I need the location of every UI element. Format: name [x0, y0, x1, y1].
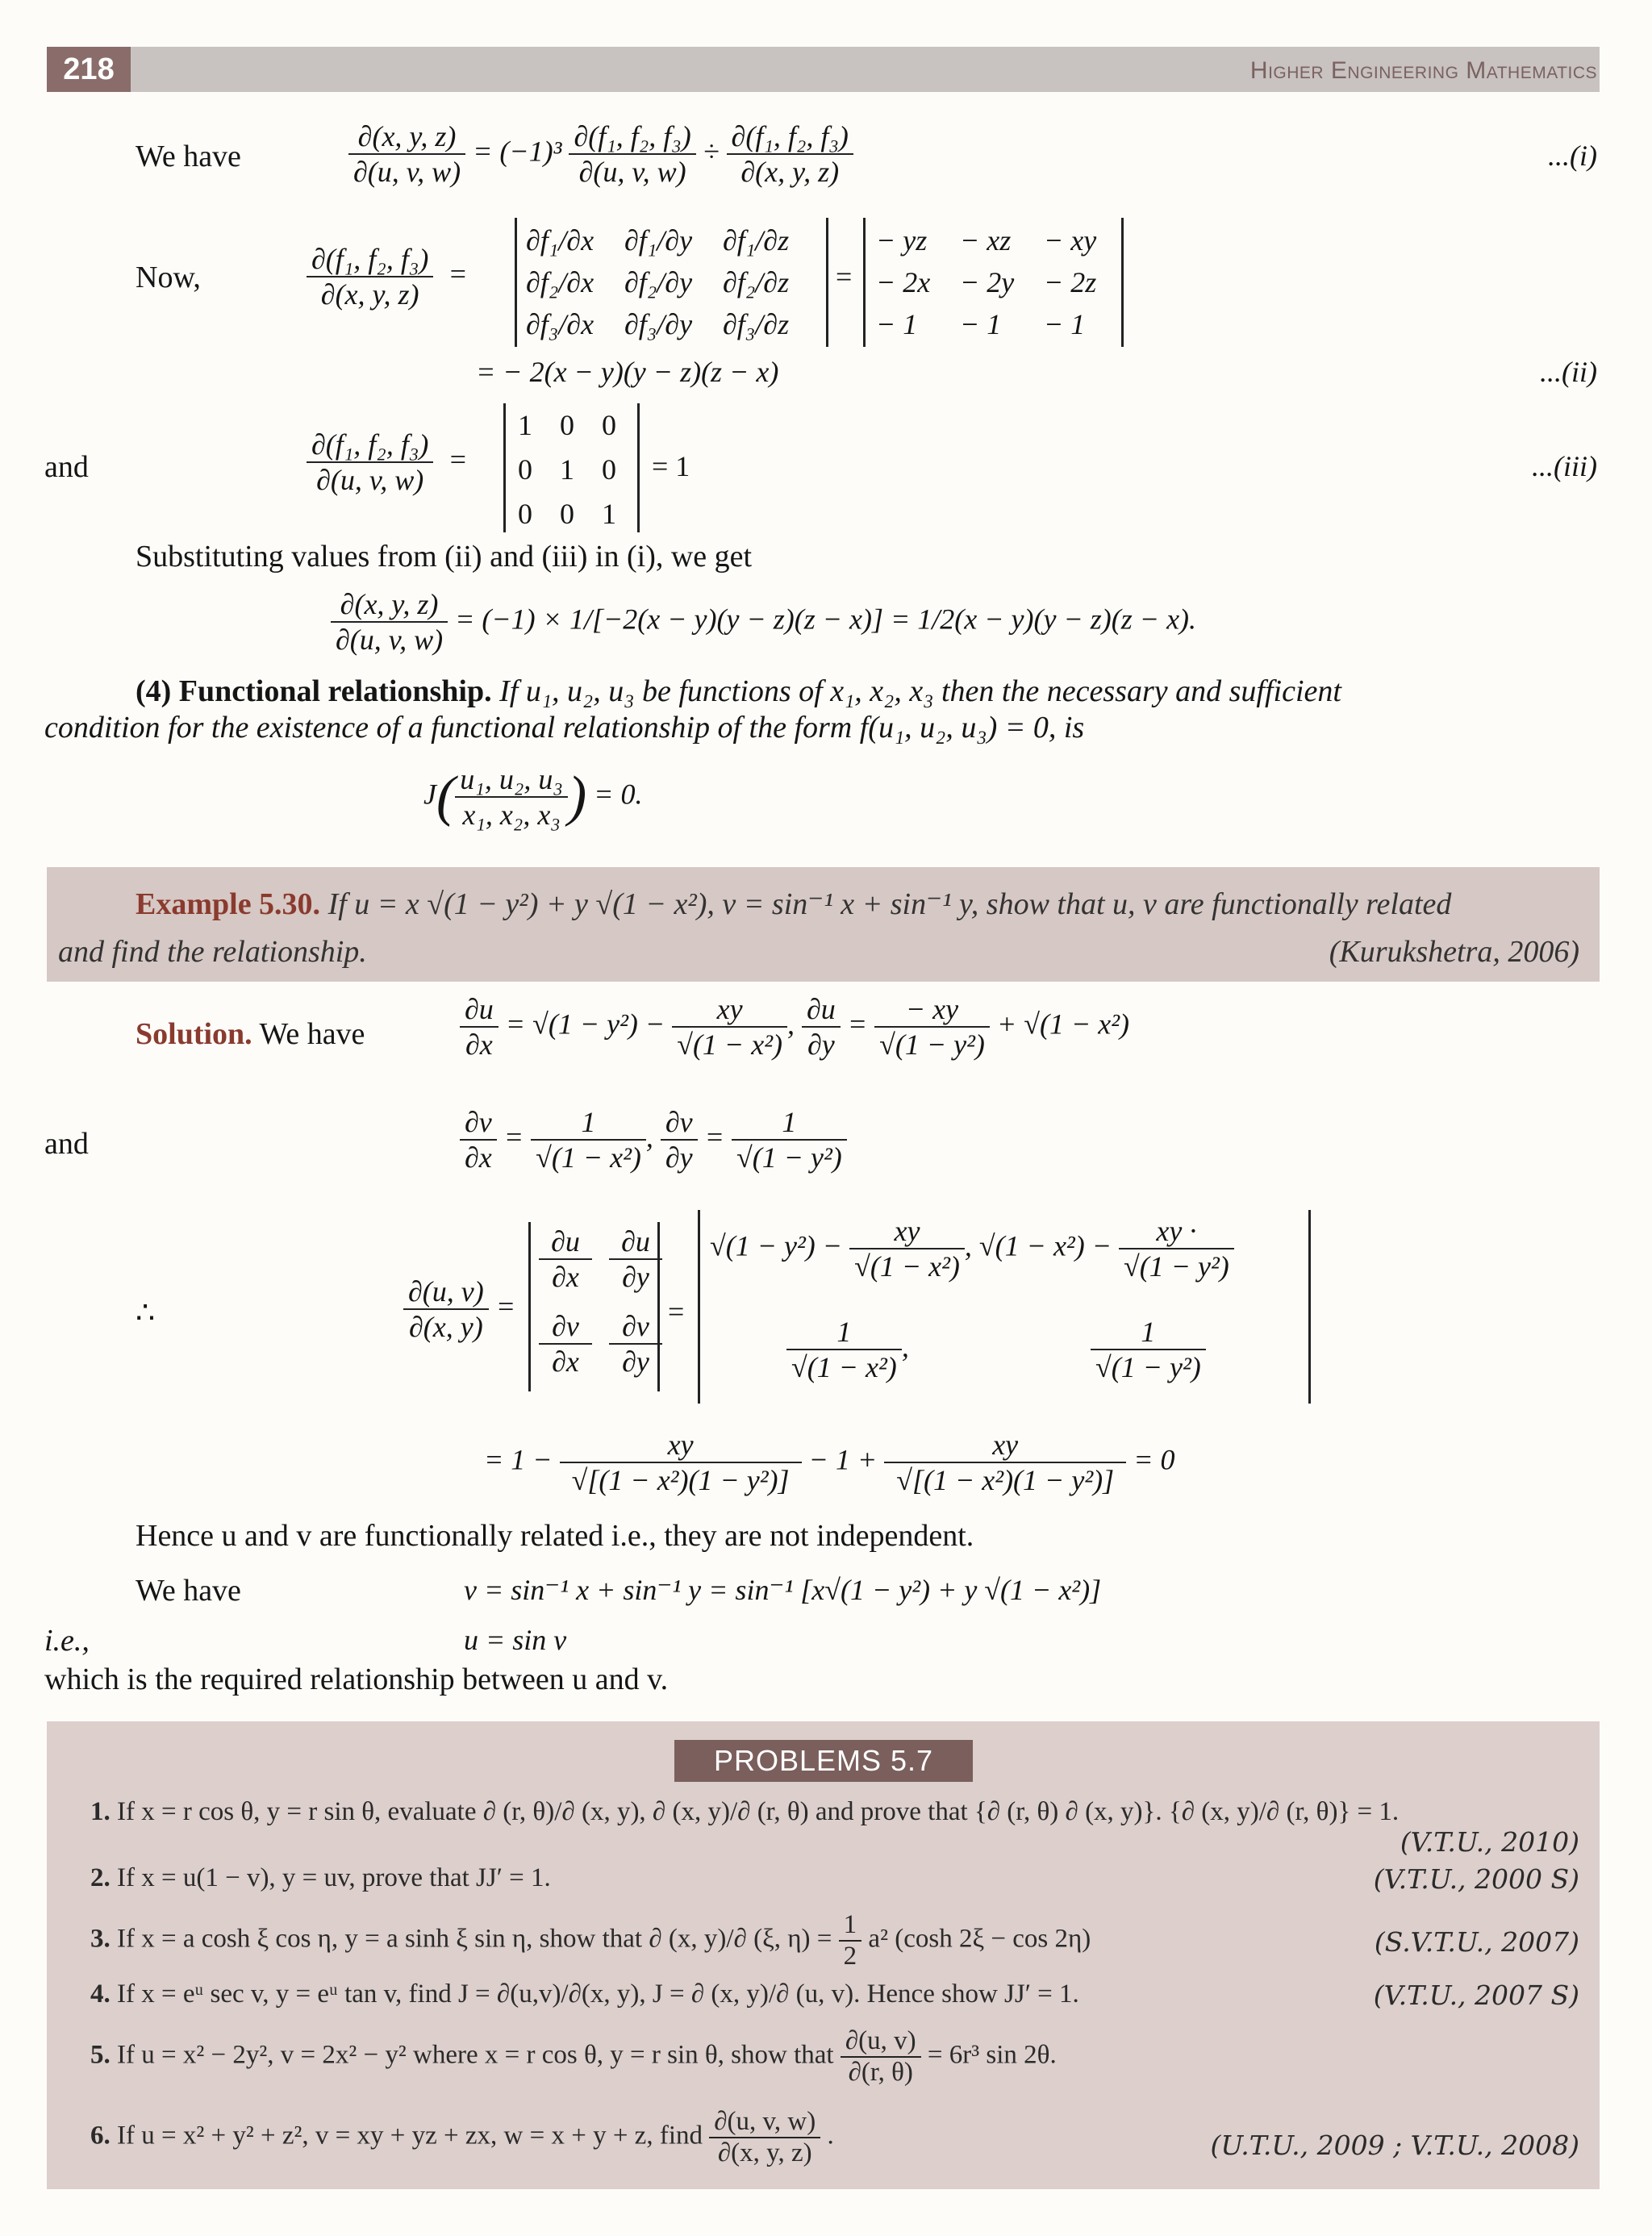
partial-u: $\frac{\partial u}{\partial x}$ = √(1 − y²) − $\frac{xy}{\text{√(1 − x²)}}$ , $\frac{\partial u}{\partial y}$ = $\frac{- xy}{\text{√(1 − y²)}}$ + √(1 − x²): [460, 992, 1129, 1062]
v-equation: v = sin⁻¹ x + sin⁻¹ y = sin⁻¹ [x√(1 − y²) + y √(1 − x²)]: [464, 1574, 1102, 1606]
subst-text: Substituting values from (ii) and (iii) in (i), we get: [136, 540, 753, 574]
jac-det-left-bar: [528, 1222, 531, 1391]
jac-lhs: $\frac{\partial(u, v)}{\partial(x, y)}$ =: [403, 1274, 515, 1344]
therefore-symbol: ∴: [136, 1296, 156, 1330]
big-det-right-bar: [1308, 1210, 1311, 1404]
now-lhs: $\frac{\text{∂(f₁, f₂, f₃)}}{\partial(x, y, z)}$ =: [307, 242, 468, 311]
eq-iii-result: = 1: [652, 450, 690, 482]
eq-ii-tag: ...(ii): [1540, 356, 1597, 388]
big-det-left-bar: [698, 1210, 700, 1404]
problem-5: 5. If u = x² − 2y², v = 2x² − y² where x = r cos θ, y = r sin θ, show that $\frac{\partial(u, v)}{\partial(r, \theta)}$ = 6r³ sin 2θ.: [90, 2026, 1057, 2087]
example-line1: Example 5.30. If u = x √(1 − y²) + y √(1 − x²), v = sin⁻¹ x + sin⁻¹ y, show that u, v are functionally related: [136, 887, 1452, 921]
eq-ii-result: = − 2(x − y)(y − z)(z − x): [476, 356, 779, 388]
det2-left-bar: [863, 218, 866, 347]
label-and-2: and: [44, 1127, 89, 1161]
det3: 1 0 0 0 1 0 0 0 1: [518, 409, 616, 530]
which-text: which is the required relationship between u and v.: [44, 1662, 669, 1696]
label-and-1: and: [44, 450, 89, 484]
det1-left-bar: [515, 218, 517, 347]
problem-4-cite: (V.T.U., 2007 S): [1373, 1979, 1579, 2011]
functional-line2: condition for the existence of a functional relationship of the form f(u₁, u₂, u₃) = 0, is: [44, 711, 1085, 745]
problem-2-cite: (V.T.U., 2000 S): [1373, 1863, 1579, 1895]
label-ie: i.e.,: [44, 1624, 90, 1658]
page-number: 218: [47, 47, 131, 92]
det2: − yz − xz − xy − 2x − 2y − 2z − 1 − 1 − 1: [876, 224, 1097, 340]
problem-3: 3. If x = a cosh ξ cos η, y = a sinh ξ sin η, show that ∂ (x, y)/∂ (ξ, η) = $\frac{1}{2}$ a² (cosh 2ξ − cos 2η): [90, 1910, 1091, 1971]
eq-iii-tag: ...(iii): [1532, 450, 1597, 482]
big-det-row2-col1: $\frac{1}{\text{√(1 − x²)}}$ ,: [786, 1315, 909, 1384]
label-we-have-2: We have: [136, 1574, 241, 1608]
det1: ∂f₁/∂x ∂f₁/∂y ∂f₁/∂z ∂f₂/∂x ∂f₂/∂y ∂f₂/∂z ∂f₃/∂x ∂f₃/∂y ∂f₃/∂z: [526, 224, 790, 340]
and-lhs: $\frac{\text{∂(f₁, f₂, f₃)}}{\partial(u, v, w)}$ =: [307, 428, 468, 497]
functional-eq: J( $\frac{\text{u₁, u₂, u₃}}{\text{x₁, x₂, x₃}}$ ) = 0.: [423, 763, 643, 831]
hence-text: Hence u and v are functionally related i.e., they are not independent.: [136, 1519, 974, 1553]
problem-3-cite: (S.V.T.U., 2007): [1374, 1926, 1579, 1958]
partial-v: $\frac{\partial v}{\partial x}$ = $\frac{1}{\text{√(1 − x²)}}$ , $\frac{\partial v}{\partial y}$ = $\frac{1}{\text{√(1 − y²)}}$: [460, 1105, 847, 1174]
det3-right-bar: [637, 403, 640, 532]
problem-2: 2. If x = u(1 − v), y = uv, prove that JJ′ = 1.: [90, 1863, 551, 1892]
det3-left-bar: [503, 403, 506, 532]
big-det-row2-col2: $\frac{1}{\text{√(1 − y²)}}$: [1091, 1315, 1206, 1384]
jac-det: $\frac{\partial u}{\partial x}$ $\frac{\partial u}{\partial y}$ $\frac{\partial v}{\partial x}$ $\frac{\partial v}{\partial y}$: [539, 1224, 662, 1379]
example-line2: and find the relationship.: [58, 935, 367, 969]
eq-i: $\frac{\partial(x, y, z)}{\partial(u, v, w)}$ = (−1)³ $\frac{\text{∂(f₁, f₂, f₃)}}{\partial(u, v, w)}$ ÷ $\frac{\text{∂(f₁, f₂, f₃)}}{\partial(x, y, z)}$: [348, 119, 853, 189]
det1-right-bar: [826, 218, 828, 347]
problems-title: PROBLEMS 5.7: [674, 1740, 973, 1782]
problem-6-cite: (U.T.U., 2009 ; V.T.U., 2008): [1210, 2130, 1579, 2161]
jacobian-result: = 1 − $\frac{xy}{\text{√[(1 − x²)(1 − y²)]}}$ − 1 + $\frac{xy}{\text{√[(1 − x²)(1 − y²)]}}$ = 0: [484, 1429, 1175, 1496]
jac-equals: =: [668, 1295, 685, 1328]
det-equals: =: [836, 261, 853, 293]
label-now: Now,: [136, 261, 201, 294]
problem-1-cite: (V.T.U., 2010): [1400, 1826, 1579, 1858]
problem-6: 6. If u = x² + y² + z², v = xy + yz + zx, w = x + y + z, find $\frac{\partial(u, v, w)}{\partial(x, y, z)}$ .: [90, 2107, 834, 2167]
u-equation: u = sin v: [464, 1624, 567, 1656]
solution-line: Solution. We have: [136, 1017, 365, 1051]
example-source: (Kurukshetra, 2006): [1329, 935, 1579, 969]
big-det-row1: √(1 − y²) − $\frac{xy}{\text{√(1 − x²)}}$ , √(1 − x²) − $\frac{xy \cdot}{\text{√(1 − y²)}}$: [710, 1214, 1234, 1283]
label-we-have: We have: [136, 140, 241, 173]
book-title: Higher Engineering Mathematics: [1249, 57, 1597, 84]
subst-eq: $\frac{\partial(x, y, z)}{\partial(u, v, w)}$ = (−1) × 1/[−2(x − y)(y − z)(z − x)] = 1/2(x − y)(y − z)(z − x).: [331, 587, 1196, 657]
eq-i-tag: ...(i): [1548, 140, 1597, 172]
problem-1: 1. If x = r cos θ, y = r sin θ, evaluate ∂ (r, θ)/∂ (x, y), ∂ (x, y)/∂ (r, θ) and prove that {∂ (r, θ) ∂ (x, y)}. {∂ (x, y)/∂ (r, θ)} = 1.: [90, 1797, 1400, 1826]
functional-line1: (4) Functional relationship. If u₁, u₂, u₃ be functions of x₁, x₂, x₃ then the necessary and sufficient: [136, 674, 1341, 708]
problem-4: 4. If x = eᵘ sec v, y = eᵘ tan v, find J = ∂(u,v)/∂(x, y), J = ∂ (x, y)/∂ (u, v). Hence show JJ′ = 1.: [90, 1979, 1079, 2009]
det2-right-bar: [1121, 218, 1124, 347]
